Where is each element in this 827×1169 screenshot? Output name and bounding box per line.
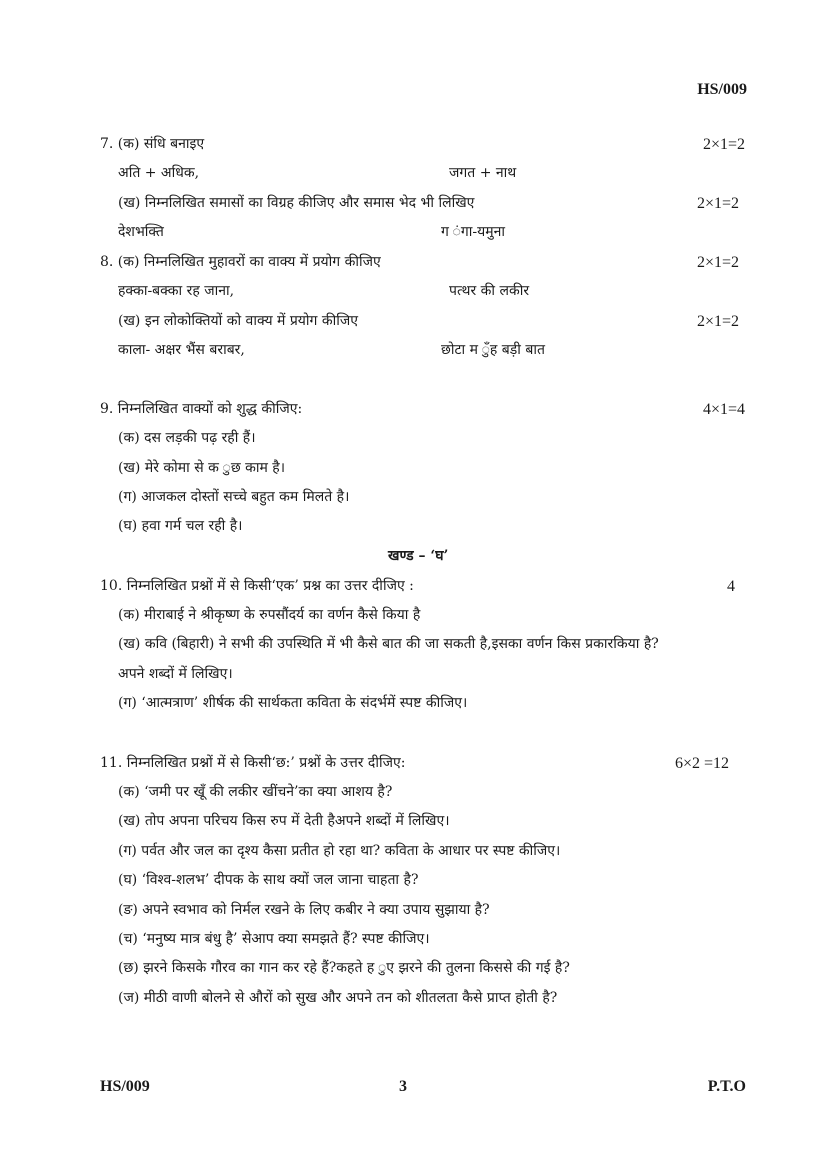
q8-a-item-2: पत्थर की लकीर xyxy=(449,283,530,299)
footer-paper-code: HS/009 xyxy=(100,1078,150,1095)
q10-item: (ग) ‘आत्मत्राण’ शीर्षक की सार्थकता कविता के संदर्भमें स्पष्ट कीजिए। xyxy=(118,695,468,711)
q11-item: (ग) पर्वत और जल का दृश्य कैसा प्रतीत हो रहा था? कविता के आधार पर स्पष्ट कीजिए। xyxy=(118,843,561,859)
q11-item: (ङ) अपने स्वभाव को निर्मल रखने के लिए कबीर ने क्या उपाय सुझाया है? xyxy=(118,902,490,918)
q10-item: (ख) कवि (बिहारी) ने सभी की उपस्थिति में भी कैसे बात की जा सकती है,इसका वर्णन किस प्रकारकिया है? xyxy=(118,636,659,652)
q8-a-item-1: हक्का-बक्का रह जाना, xyxy=(118,283,235,299)
q10-title: 10. निम्नलिखित प्रश्नों में से किसी‘एक’ प्रश्न का उत्तर दीजिए : xyxy=(100,578,414,594)
q9-item: (ख) मेरे कोमा से क ुछ काम है। xyxy=(118,460,286,476)
q7-a-item-2: जगत + नाथ xyxy=(449,165,517,181)
q11-item: (ख) तोप अपना परिचय किस रुप में देती हैअपने शब्दों में लिखिए। xyxy=(118,813,450,829)
pto-label: P.T.O xyxy=(707,1078,746,1095)
q11-item: (क) ‘जमी पर खूँ की लकीर खींचने’का क्या आशय है? xyxy=(118,784,393,800)
q9-item: (घ) हवा गर्म चल रही है। xyxy=(118,518,243,534)
q11-title: 11. निम्नलिखित प्रश्नों में से किसी‘छ:’ प्रश्नों के उत्तर दीजिए: xyxy=(100,755,406,771)
q8-marks-a: 2×1=2 xyxy=(696,254,739,271)
q7-a-item-1: अति + अधिक, xyxy=(118,165,200,181)
q11-item: (घ) ‘विश्व-शलभ’ दीपक के साथ क्यों जल जाना चाहता है? xyxy=(118,872,419,888)
q11-item: (ज) मीठी वाणी बोलने से औरों को सुख और अपने तन को शीतलता कैसे प्राप्त होती है? xyxy=(118,990,558,1006)
q9-item: (ग) आजकल दोस्तों सच्चे बहुत कम मिलते है। xyxy=(118,489,350,505)
q8-b-item-1: काला- अक्षर भैंस बराबर, xyxy=(118,342,245,358)
section-heading: खण्ड – ‘घ’ xyxy=(388,548,449,564)
q8-title: 8. (क) निम्नलिखित मुहावरों का वाक्य में प्रयोग कीजिए xyxy=(100,254,381,270)
q7-b-item-2: ग ंगा-यमुना xyxy=(441,224,505,240)
q9-marks: 4×1=4 xyxy=(702,401,745,418)
q11-item: (छ) झरने किसके गौरव का गान कर रहे हैं?कहते ह ुए झरने की तुलना किससे की गई है? xyxy=(118,960,570,976)
q7-title: 7. (क) संधि बनाइए xyxy=(100,136,205,152)
q9-item: (क) दस लड़की पढ़ रही हैं। xyxy=(118,430,256,446)
q10-item: (क) मीराबाई ने श्रीकृष्ण के रुपसौंदर्य का वर्णन कैसे किया है xyxy=(118,607,421,623)
q7-marks-b: 2×1=2 xyxy=(696,195,739,212)
page-number: 3 xyxy=(399,1078,407,1095)
q10-item-continuation: अपने शब्दों में लिखिए। xyxy=(118,666,233,682)
q7-b-title: (ख) निम्नलिखित समासों का विग्रह कीजिए और समास भेद भी लिखिए xyxy=(118,195,475,211)
q11-marks: 6×2 =12 xyxy=(674,755,729,772)
q8-marks-b: 2×1=2 xyxy=(696,313,739,330)
q8-b-title: (ख) इन लोकोक्तियों को वाक्य में प्रयोग कीजिए xyxy=(118,313,359,329)
q8-b-item-2: छोटा म ुँह बड़ी बात xyxy=(441,342,545,358)
header-paper-code: HS/009 xyxy=(697,81,747,98)
q10-marks: 4 xyxy=(727,578,735,595)
q7-b-item-1: देशभक्ति xyxy=(118,224,164,240)
q7-marks-a: 2×1=2 xyxy=(702,136,745,153)
q9-title: 9. निम्नलिखित वाक्यों को शुद्ध कीजिए: xyxy=(100,401,303,417)
q11-item: (च) ‘मनुष्य मात्र बंधु है’ सेआप क्या समझते हैं? स्पष्ट कीजिए। xyxy=(118,931,430,947)
